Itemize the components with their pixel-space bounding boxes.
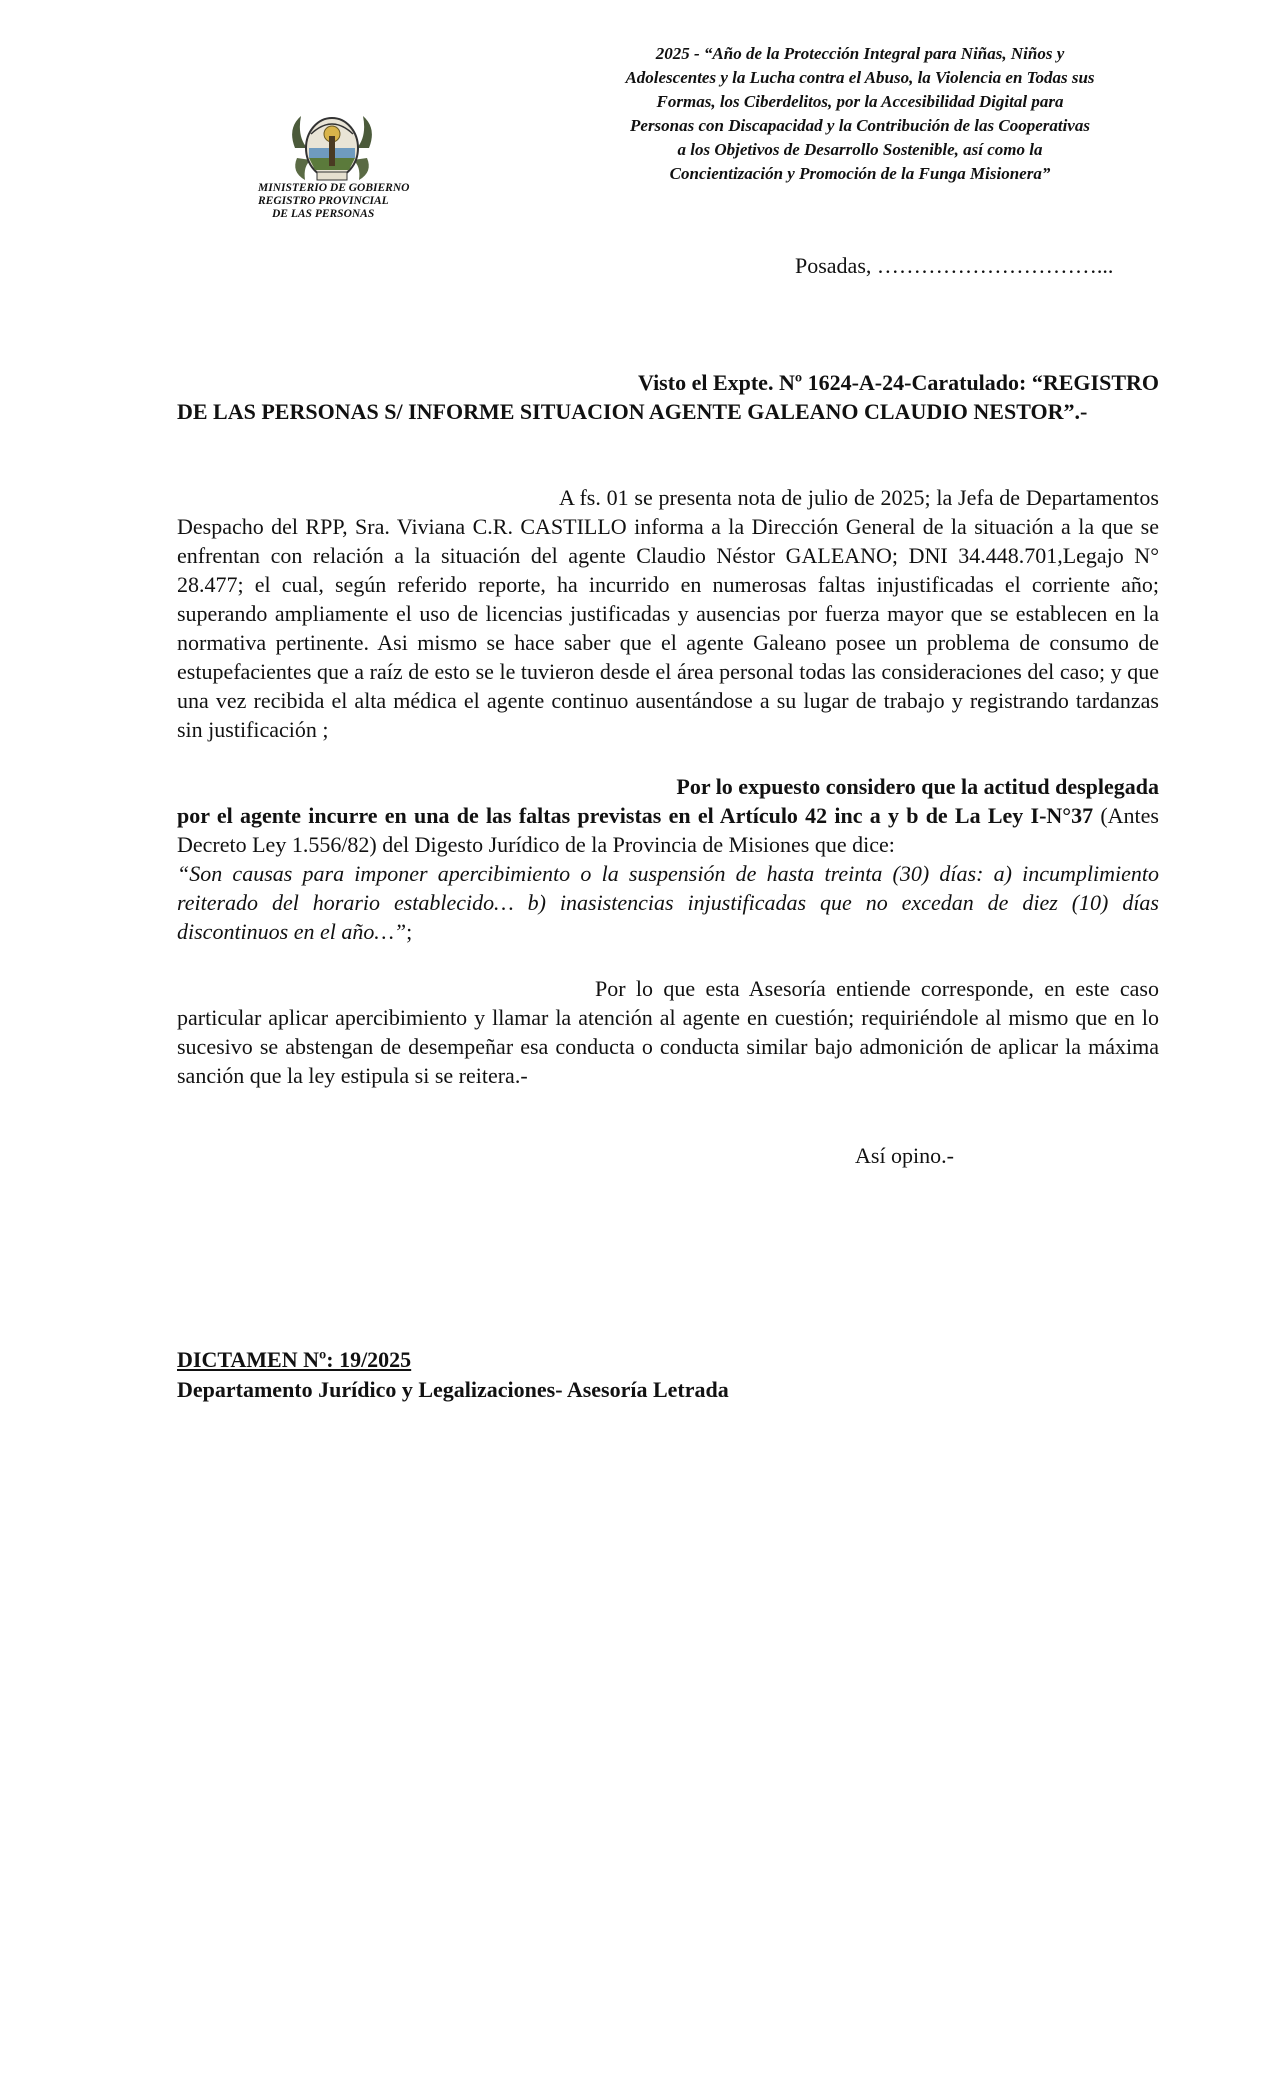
case-reference: Visto el Expte. Nº 1624-A-24-Caratulado: “REGISTRO DE LAS PERSONAS S/ INFORME SITUACION AGENTE GALEANO CLAUDIO NESTOR”.-: [177, 370, 1159, 424]
dictamen-number: DICTAMEN Nº: 19/2025: [177, 1347, 412, 1372]
coat-of-arms-logo: [287, 108, 377, 188]
closing-statement: Así opino.-: [855, 1143, 954, 1168]
law-quote: “Son causas para imponer apercibimiento o la suspensión de hasta treinta (30) días: a) incumplimiento reiterado del horario establecido… b) inasistencias injustificadas que no excedan de diez (10) días discontinuos en el año…”: [177, 861, 1159, 944]
institution-name: MINISTERIO DE GOBIERNO REGISTRO PROVINCIAL DE LAS PERSONAS: [258, 182, 410, 220]
paragraph-legal-basis: Por lo expuesto considero que la actitud desplegada por el agente incurre en una de las faltas previstas en el Artículo 42 inc a y b de La Ley I-N°37 (Antes Decreto Ley 1.556/82) del Digesto Jurídico de la Provincia de Misiones que dice: “Son causas para imponer apercibimiento o la suspensión de hasta treinta (30) días: a) incumplimiento reiterado del horario establecido… b) inasistencias injustificadas que no excedan de diez (10) días discontinuos en el año…”;: [177, 774, 1159, 944]
department-name: Departamento Jurídico y Legalizaciones- Asesoría Letrada: [177, 1377, 729, 1402]
dictamen-footer: [177, 1345, 729, 1405]
paragraph-conclusion: Por lo que esta Asesoría entiende corresponde, en este caso particular aplicar apercibimiento y llamar la atención al agente en cuestión; requiriéndole al mismo que en lo sucesivo se abstengan de desempeñar esa conducta o conducta similar bajo admonición de aplicar la máxima sanción que la ley estipula si se reitera.-: [177, 976, 1159, 1088]
place-date-line: Posadas, …………………………...: [795, 253, 1114, 278]
paragraph-facts: A fs. 01 se presenta nota de julio de 2025; la Jefa de Departamentos Despacho del RPP, Sra. Viviana C.R. CASTILLO informa a la Dirección General de la situación a la que se enfrentan con relación a la situación del agente Claudio Néstor GALEANO; DNI 34.448.701,Legajo N° 28.477; el cual, según referido reporte, ha incurrido en numerosas faltas injustificadas el corriente año; superando ampliamente el uso de licencias justificadas y ausencias por fuerza mayor que se establecen en la normativa pertinente. Asi mismo se hace saber que el agente Galeano posee un problema de consumo de estupefacientes que a raíz de esto se le tuvieron desde el área personal todas las consideraciones del caso; y que una vez recibida el alta médica el agente continuo ausentándose a su lugar de trabajo y registrando tardanzas sin justificación ;: [177, 485, 1159, 742]
year-motto: 2025 - “Año de la Protección Integral para Niñas, Niños y Adolescentes y la Lucha contra el Abuso, la Violencia en Todas sus Formas, los Ciberdelitos, por la Accesibilidad Digital para Personas con Discapacidad y la Contribución de las Cooperativas a los Objetivos de Desarrollo Sostenible, así como la Concientización y Promoción de la Funga Misionera”: [625, 44, 1095, 183]
